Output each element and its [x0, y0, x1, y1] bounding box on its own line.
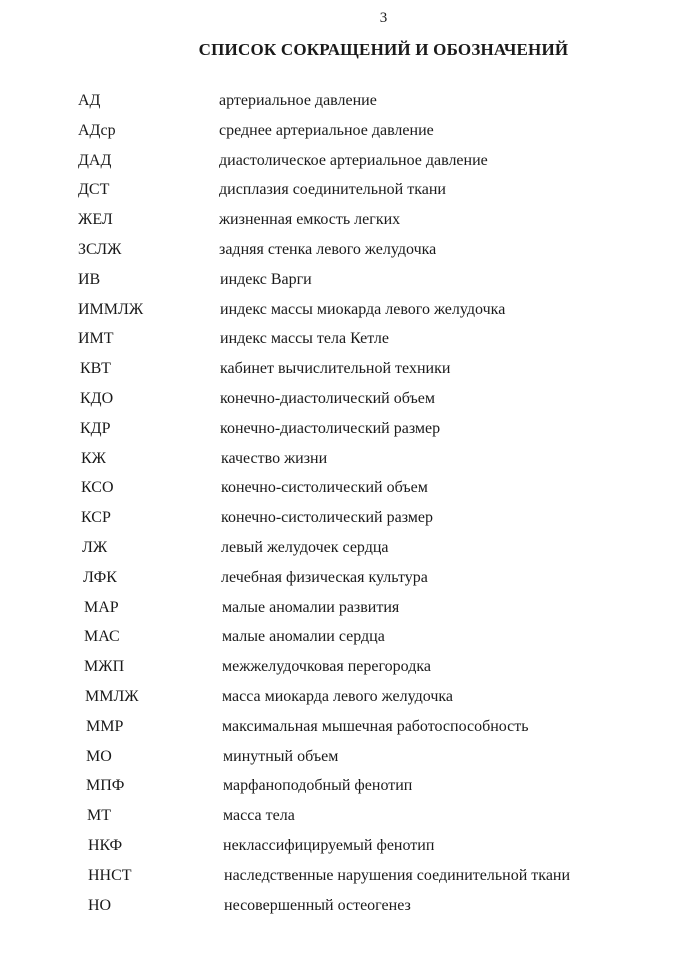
abbreviation-definition: марфаноподобный фенотип	[223, 777, 413, 795]
abbreviation-term: ДАД	[78, 151, 112, 169]
abbreviation-row	[78, 265, 658, 295]
abbreviation-row	[78, 712, 658, 742]
abbreviation-definition: неклассифицируемый фенотип	[223, 836, 435, 854]
abbreviation-term: КДР	[80, 419, 111, 437]
abbreviation-row	[78, 384, 658, 414]
abbreviation-definition: диастолическое артериальное давление	[219, 151, 488, 169]
abbreviation-term: ННСТ	[88, 866, 132, 884]
abbreviation-term: НКФ	[88, 836, 123, 854]
abbreviation-row	[78, 414, 658, 444]
abbreviation-definition: малые аномалии развития	[222, 598, 400, 616]
abbreviation-term: КСР	[81, 509, 111, 527]
abbreviation-term: ММР	[86, 717, 124, 735]
abbreviation-row	[78, 622, 658, 652]
abbreviation-row	[78, 861, 658, 891]
abbreviation-definition: жизненная емкость легких	[219, 211, 401, 229]
abbreviation-term: МПФ	[86, 777, 125, 795]
abbreviation-definition: межжелудочковая перегородка	[222, 658, 431, 676]
abbreviation-term: ИВ	[78, 270, 101, 288]
abbreviation-row	[78, 682, 658, 712]
abbreviation-row	[78, 801, 658, 831]
abbreviation-term: ДСТ	[78, 181, 110, 199]
abbreviation-row	[78, 205, 658, 235]
abbreviation-term: МО	[86, 747, 112, 765]
abbreviation-definition: индекс массы тела Кетле	[220, 330, 389, 348]
abbreviation-definition: среднее артериальное давление	[219, 121, 434, 139]
abbreviation-term: ММЛЖ	[85, 687, 139, 705]
abbreviation-row	[78, 831, 658, 861]
abbreviation-term: КСО	[81, 479, 114, 497]
abbreviation-row	[78, 235, 658, 265]
abbreviation-row	[78, 533, 658, 563]
abbreviation-row	[78, 86, 658, 116]
abbreviation-term: ЛФК	[83, 568, 117, 586]
abbreviation-term: ИМТ	[78, 330, 114, 348]
abbreviation-row	[78, 891, 658, 921]
abbreviation-term: КЖ	[81, 449, 107, 467]
abbreviation-definition: дисплазия соединительной ткани	[219, 181, 446, 199]
abbreviation-definition: задняя стенка левого желудочка	[219, 240, 437, 258]
abbreviation-row	[78, 324, 658, 354]
abbreviation-definition: минутный объем	[223, 747, 339, 765]
abbreviation-row	[78, 563, 658, 593]
abbreviation-term: ЛЖ	[82, 538, 108, 556]
abbreviation-row	[78, 473, 658, 503]
abbreviation-definition: индекс массы миокарда левого желудочка	[220, 300, 506, 318]
abbreviation-row	[78, 116, 658, 146]
abbreviation-term: МТ	[87, 807, 111, 825]
abbreviation-definition: конечно-систолический объем	[221, 479, 428, 497]
abbreviation-term: НО	[88, 896, 112, 914]
abbreviation-row	[78, 742, 658, 772]
abbreviation-row	[78, 652, 658, 682]
abbreviation-term: КДО	[80, 389, 114, 407]
abbreviation-definition: несовершенный остеогенез	[224, 896, 411, 914]
abbreviation-term: МАС	[84, 628, 120, 646]
abbreviation-row	[78, 503, 658, 533]
abbreviation-definition: индекс Варги	[220, 270, 312, 288]
abbreviation-list	[78, 86, 658, 920]
abbreviation-term: АДср	[78, 121, 116, 139]
abbreviation-definition: наследственные нарушения соединительной ткани	[224, 866, 571, 884]
abbreviation-row	[78, 175, 658, 205]
abbreviation-definition: лечебная физическая культура	[221, 568, 428, 586]
abbreviation-definition: конечно-диастолический объем	[220, 389, 435, 407]
abbreviation-term: МЖП	[84, 658, 125, 676]
abbreviation-definition: конечно-систолический размер	[221, 509, 434, 527]
abbreviation-definition: левый желудочек сердца	[221, 538, 389, 556]
abbreviation-definition: малые аномалии сердца	[222, 628, 385, 646]
abbreviation-row	[78, 295, 658, 325]
abbreviation-row	[78, 771, 658, 801]
abbreviation-row	[78, 593, 658, 623]
abbreviation-term: МАР	[84, 598, 119, 616]
page-number: 3	[379, 10, 388, 26]
abbreviation-term: ЖЕЛ	[78, 211, 113, 229]
abbreviation-definition: конечно-диастолический размер	[220, 419, 441, 437]
abbreviation-definition: масса тела	[223, 807, 295, 825]
abbreviation-term: КВТ	[80, 360, 111, 378]
abbreviation-definition: масса миокарда левого желудочка	[222, 687, 453, 705]
abbreviation-row	[78, 444, 658, 474]
page-title: СПИСОК СОКРАЩЕНИЙ И ОБОЗНАЧЕНИЙ	[198, 40, 569, 59]
abbreviation-definition: кабинет вычислительной техники	[220, 360, 451, 378]
abbreviation-definition: качество жизни	[221, 449, 328, 467]
abbreviation-definition: артериальное давление	[219, 92, 377, 109]
abbreviation-term: ИММЛЖ	[78, 300, 144, 318]
abbreviation-row	[78, 146, 658, 176]
abbreviation-definition: максимальная мышечная работоспособность	[222, 717, 529, 735]
abbreviation-row	[78, 354, 658, 384]
abbreviation-term: ЗСЛЖ	[78, 240, 122, 258]
abbreviation-term: АД	[78, 92, 101, 109]
